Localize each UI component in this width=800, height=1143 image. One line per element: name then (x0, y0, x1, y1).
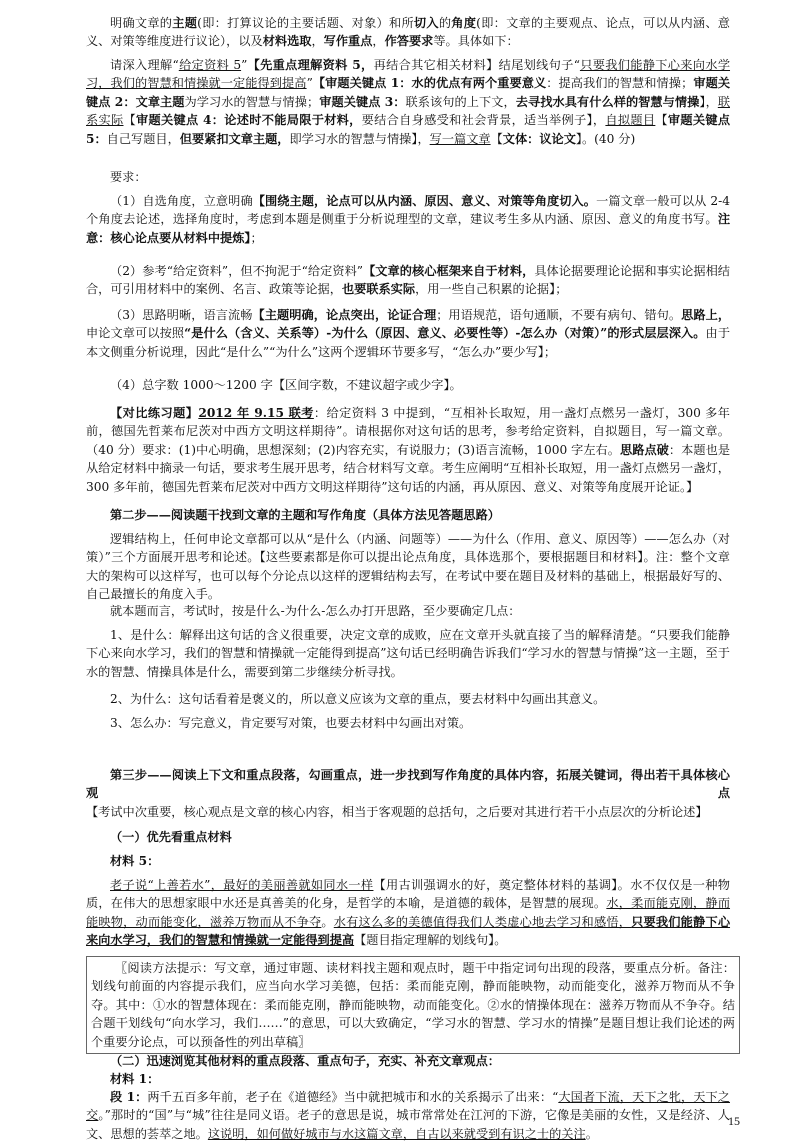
text: (即：文章的主要观点、论点，可以从内涵、意义、对策等维度进行议论），以及 (86, 16, 730, 49)
text: 【围绕主题，论点可以从内涵、原因、意义、对策等角度切入。 (252, 194, 597, 208)
text: 注意：核心论点要从材料中提炼】 (86, 212, 730, 245)
text: 写一篇文章 (429, 131, 491, 146)
text: 【 (490, 131, 503, 146)
text: 2012 年 9.15 联考 (198, 406, 314, 420)
text: 由于本文侧重分析说理，因此“是什么”“为什么”这两个逻辑环节要多写，“怎么办”要少写】； (86, 326, 731, 359)
reading-tip: 〖阅读方法提示：写文章，通过审题、读材料找主题和观点时，题干中指定词句出现的段落，要重点分析。备注：划线句前面的内容提示我们，应当向水学习美德，包括：柔而能克刚，静而能映物，动而能变化，滋养万物而从不争夺。其中：①水的智慧体现在：柔而能克刚，静而能映物，动而能变化。②水的情操体现在：滋养万物而从不争夺。结合题干划线句“向水学习，我们……”的意思，可以大致确定，“学习水的智慧、学习水的情操”是题目想让我们论述的两个重要分论点，可以预备性的列出草稿〗 (91, 961, 735, 1049)
text: ， (311, 34, 324, 49)
step-2-paragraph: 逻辑结构上，任何申论文章都可以从“是什么（内涵、问题等）——为什么（作用、意义、原因等）——怎么办（对策）”三个方面展开思考和论述。【这些要素都是你可以提出论点角度，具体选那个，要根据题目和材料】。注：整个文章大的架构可以这样写，也可以每个分论点以这样的逻辑结构去写，在考试中要在题目及材料的基础上，根据最好写的、自己最擅长的角度入手。 (86, 532, 730, 602)
text: ” (306, 76, 313, 91)
text: 要结合自身感受和社会背景，适当举例子】， (361, 113, 606, 128)
text: ； (250, 230, 263, 245)
text: 作答要求 (384, 34, 434, 49)
text: 两千五百多年前，老子在《道德经》当中就把城市和水的关系揭示了出来：“ (147, 1090, 559, 1104)
text: 审题关键点 4：论述时不能局限于材料， (135, 113, 362, 128)
text: 【对比练习题】 (110, 406, 199, 420)
text: 角度 (451, 16, 477, 30)
requirement-2 (86, 262, 730, 299)
text: 思路点破 (620, 442, 669, 457)
text: 【先重点理解资料 5， (247, 58, 374, 72)
comparison-exercise (86, 404, 730, 496)
text: 给定资料 5 (178, 58, 242, 72)
text: 为学习水的智慧与情操； (184, 94, 320, 109)
text: 等。具体如下： (433, 34, 519, 49)
requirements-heading: 要求： (110, 170, 147, 184)
text: 【 (655, 113, 668, 128)
text: 切入 (413, 16, 439, 30)
text: 【文章的核心框架来自于材料， (363, 264, 535, 278)
material-1-paragraph (86, 1088, 731, 1141)
step-2-point: 就本题而言，考试时，按是什么-为什么-怎么办打开思路，至少要确定几点： (110, 604, 521, 618)
text: 大国者下流，天下之牝，天下之交 (86, 1090, 730, 1123)
text: 水，柔而能克刚，静而能映物，动而能变化，滋养万物而从不争夺 (86, 896, 731, 929)
text: 只要我们能静下心来向水学习，我们的智慧和情操就一定能得到提高 (86, 914, 731, 948)
text: 主题 (172, 16, 198, 30)
text: （2）参考“给定资料”，但不拘泥于“给定资料” (110, 264, 364, 278)
material-5-text (86, 876, 730, 950)
text: 段 1： (110, 1090, 148, 1104)
requirement-1 (86, 192, 730, 247)
step-2-point: 1、是什么：解释出这句话的含义很重要，决定文章的成败，应在文章开头就直接了当的解释清楚。“只要我们能静下心来向水学习，我们的智慧和情操就一定能得到提高”这句话已经明确告诉我们“学习水的智慧与情操”这一主题，至于水的智慧、情操具体是什么，需要到第二步继续分析寻找。 (86, 628, 730, 679)
text: 写作重点 (323, 34, 373, 49)
text: ：给定资料 3 中提到，“互相补长取短，用一盏灯点燃另一盏灯，300 多年前，德国先哲莱布尼茨对中西方文明这样期待”。请根据你对这句话的思考，参考给定资料，自拟题目，写一篇文章。（40 分）要求：(1)中心明确，思想深刻；(2)内容充实，有说服力；(3)语言流畅，1000 字左右。 (86, 406, 730, 457)
text: （3）思路明晰，语言流畅 (110, 308, 253, 322)
question-paragraph (86, 56, 730, 148)
material-5-label: 材料 5： (110, 854, 160, 868)
intro-paragraph (86, 14, 730, 51)
text: 申论文章可以按照 (86, 326, 185, 341)
page-number: 15 (728, 1114, 740, 1128)
requirement-4: （4）总字数 1000～1200 字【区间字数，不建议超字或少字】。 (110, 378, 462, 392)
text: 】， (699, 94, 718, 109)
text: （1）自选角度，立意明确 (110, 194, 253, 208)
text: 也要联系实际 (341, 282, 416, 297)
text: 审题关键点 2：文章主题 (86, 76, 731, 109)
step-2-point: 3、怎么办：写完意义，肯定要写对策，也要去材料中勾画出对策。 (110, 716, 472, 730)
text: ：提高我们的智慧和情操； (546, 76, 694, 91)
text: 材料选取 (262, 34, 312, 49)
text: 】。(40 分) (575, 131, 636, 146)
text: 只要我们能静下心来向水学习，我们的智慧和情操就一定能得到提高 (86, 58, 731, 91)
text: 【 (123, 113, 136, 128)
step-2-heading: 第二步——阅读题干找到文章的主题和写作角度（具体方法见答题思路） (110, 508, 500, 522)
text: ；用语规范，语句通顺，不要有病句、错句。 (436, 308, 682, 322)
text: 水有这么多的美德值得我们人类虚心地去学习和感悟， (333, 914, 632, 929)
text: 【考试中次重要，核心观点是文章的核心内容，相当于客观题的总括句，之后要对其进行若干小点层次的分析论述】 (86, 804, 708, 819)
material-1-label: 材料 1： (110, 1072, 160, 1086)
text: “是什么（含义、关系等）-为什么（原因、意义、必要性等）-怎么办（对策）”的形式层层深入。 (184, 326, 706, 341)
section-2-heading: （二）迅速浏览其他材料的重点段落、重点句子，充实、补充文章观点： (110, 1054, 500, 1068)
text: 联系该句的上下文， (405, 94, 516, 109)
text: 一篇文章一般可以从 2-4 个角度去论述，选择角度时，考虑到本题是侧重于分析说理型的文章，建议考生多从内涵、原因、意义的角度书写。 (86, 194, 730, 227)
text: 审题关键点 5： (86, 113, 731, 146)
text: (即：打算议论的主要话题、对象）和所 (197, 16, 414, 30)
text: 去寻找水具有什么样的智慧与情操 (515, 94, 700, 109)
text: 思路上， (681, 308, 731, 322)
text: 【主题明确，论点突出，论证合理 (252, 308, 437, 322)
text: 文体：议论文 (502, 131, 576, 146)
text: 。 (321, 914, 334, 929)
text: ，用一些自己积累的论据】； (415, 282, 568, 297)
text: 第三步——阅读上下文和重点段落，勾画重点，进一步找到写作角度的具体内容，拓展关键词，得出若干具体核心观点 (86, 768, 730, 801)
text: 再结合其它相关材料 (373, 58, 487, 72)
text: 老子说“上善若水”，最好的美丽善就如同水一样 (110, 878, 374, 892)
step-2-point: 2、为什么：这句话看着是褒义的，所以意义应该为文章的重点，要去材料中勾画出其意义。 (110, 692, 606, 706)
text: 【审题关键点 1：水的优点有两个重要意义 (312, 76, 547, 91)
section-1-heading: （一）优先看重点材料 (110, 830, 232, 844)
text: 但要紧扣文章主题， (179, 131, 290, 146)
text: 明确文章的 (110, 16, 173, 30)
text: 审题关键点 3： (319, 94, 406, 109)
step-3-heading (86, 766, 730, 821)
text: 】结尾划线句子“ (486, 58, 580, 72)
text: 【题目指定理解的划线句】。 (354, 933, 507, 948)
text: 自拟题目 (605, 113, 656, 128)
text: 具体论据要理论论据和事实论据相结合，可引用材料中的案例、名言、政策等论据， (86, 264, 730, 297)
text: 请深入理解“ (110, 58, 179, 72)
text: 这说明，如何做好城市与水这篇文章，自古以来就受到有识之士的关注 (207, 1126, 586, 1141)
text: 。”那时的“国”与“城”往往是同义语。老子的意思是说，城市常常处在江河的下游，它像是美丽的女性，又是经济、人文、思想的荟萃之地。 (86, 1108, 731, 1141)
text: 自己写题目， (106, 131, 180, 146)
text: 即学习水的智慧与情操】， (289, 131, 430, 146)
reading-tip-box (86, 956, 740, 1054)
text: ， (372, 34, 385, 49)
requirement-3 (86, 306, 730, 361)
text: 联系实际 (86, 94, 730, 128)
text: 。 (585, 1126, 598, 1141)
text: 的 (438, 16, 452, 30)
text: 【用古训强调水的好，奠定整体材料的基调】。水不仅仅是一种物质，在伟大的思想家眼中水还是真善美的化身，是哲学的本喻，是道德的载体，是智慧的展现。 (86, 878, 730, 911)
text: ：本题也是从给定材料中摘录一句话，要求考生展开思考，结合材料写文章。考生应阐明“互相补长取短，用一盏灯点燃另一盏灯，300 多年前，德国先哲莱布尼茨对中西方文明这样期待”这句话的内涵，再从原因、意义、对策等角度展开论证。】 (86, 442, 731, 494)
text: ” (241, 58, 248, 72)
